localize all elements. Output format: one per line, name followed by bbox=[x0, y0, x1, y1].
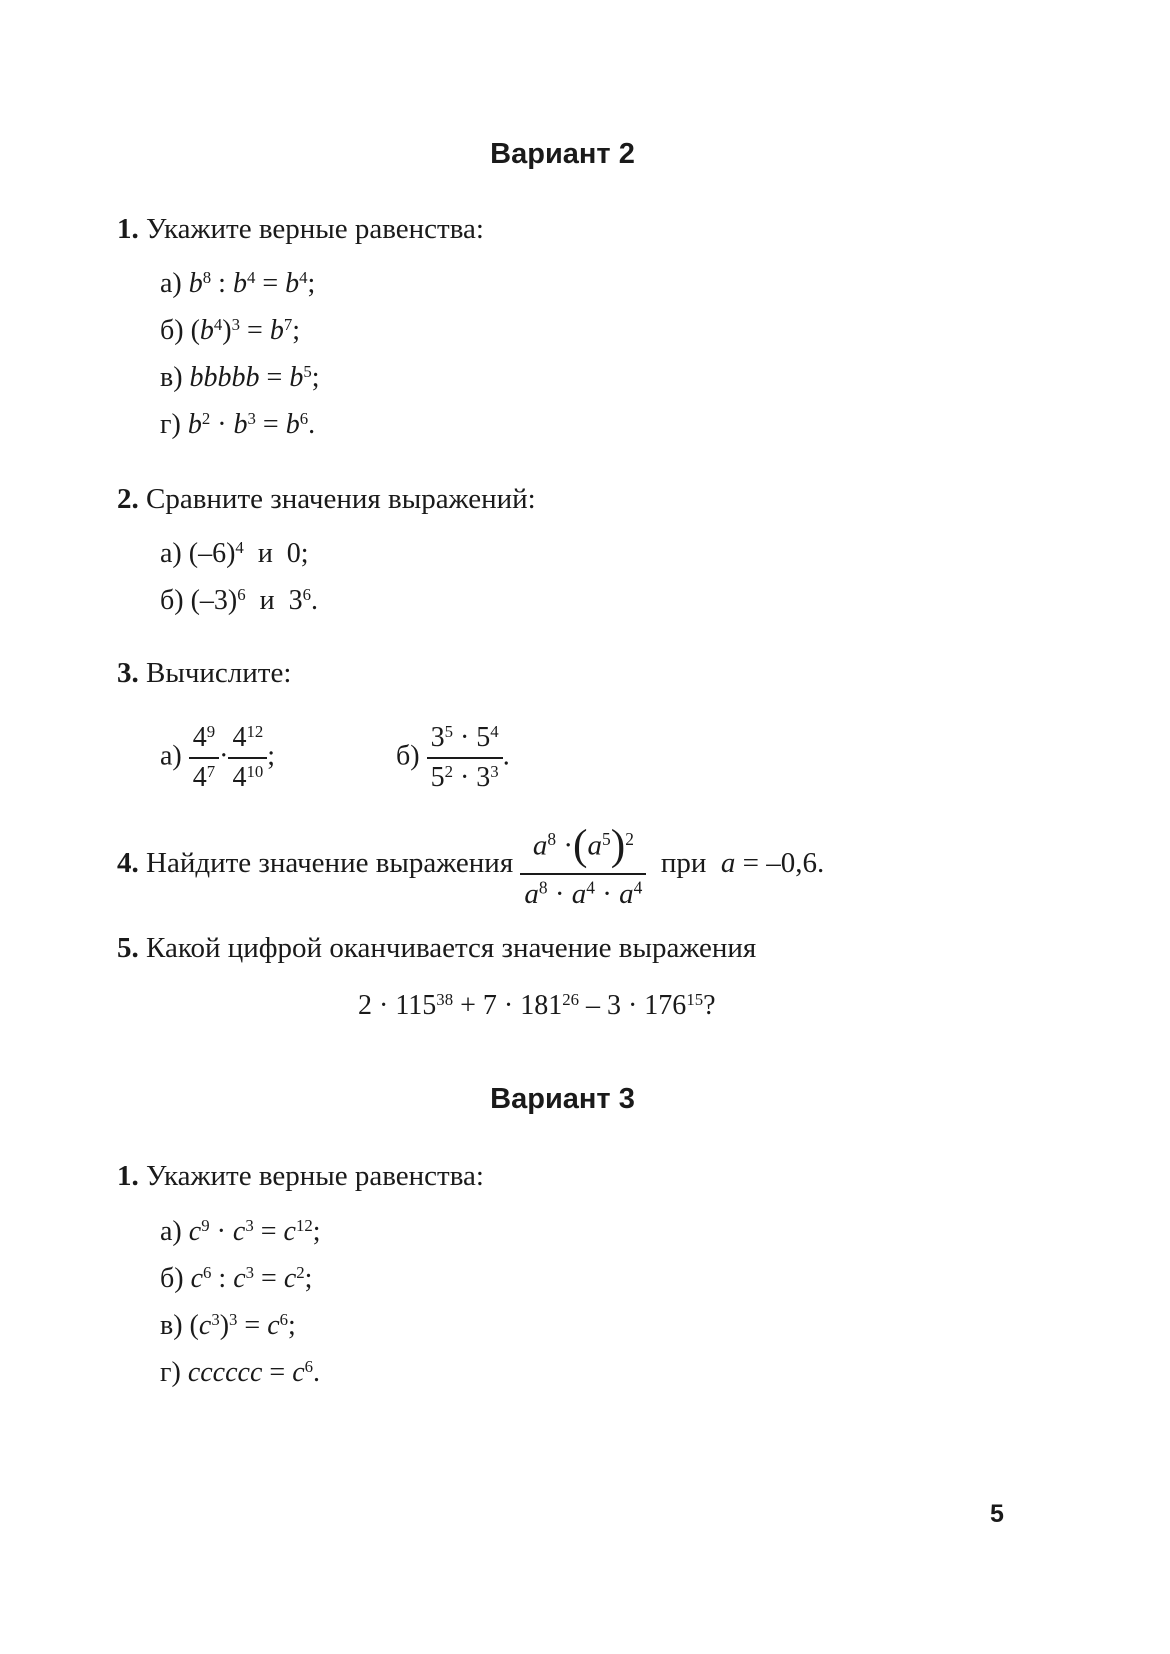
v2-q2-item-a: а) $(-6)^4$ и 0; bbox=[160, 537, 309, 569]
v2-question-5: 5. Какой цифрой оканчивается значение выражения bbox=[117, 932, 757, 964]
v2-question-1: 1. Укажите верные равенства: bbox=[117, 213, 484, 245]
v2-question-3: 3. Вычислите: bbox=[117, 657, 292, 689]
v2-q5-expression: $2 \cdot 115^{38} + 7 \cdot 181^{26} - 3 \cdot 176^{15}$? bbox=[358, 989, 716, 1021]
variant-2-title: Вариант 2 bbox=[490, 138, 635, 170]
variant-3-title: Вариант 3 bbox=[490, 1083, 635, 1115]
v3-q1-item-b: б) $c^6$ : $c^3 = c^2$; bbox=[160, 1262, 313, 1294]
v2-q1-item-b: б) $(b^4)^3 = b^7$; bbox=[160, 314, 300, 346]
v2-q1-item-d: г) $b^2 \cdot b^3 = b^6$. bbox=[160, 408, 316, 440]
v3-q1-item-d: г) cccccc = $c^6$. bbox=[160, 1356, 321, 1388]
v2-q1-item-c: в) bbbbb = $b^5$; bbox=[160, 361, 320, 393]
v2-q2-item-b: б) $(-3)^6$ и $3^6$. bbox=[160, 584, 318, 616]
v3-question-1: 1. Укажите верные равенства: bbox=[117, 1160, 484, 1192]
v2-q1-item-a: а) $b^8$ : $b^4 = b^4$; bbox=[160, 267, 316, 299]
v2-q3-item-b: б) $\frac{3^5 \cdot 5^4}{5^2 \cdot 3^3}$ . bbox=[396, 721, 510, 793]
v2-question-4: 4. Найдите значение выражения $\frac{a^8 \cdot(a^5)^2}{a^8 \cdot a^4 \cdot a^4}$ при a = –0,6. bbox=[117, 821, 825, 910]
v3-q1-item-a: а) $c^9 \cdot c^3 = c^{12}$; bbox=[160, 1215, 321, 1247]
v3-q1-item-c: в) $(c^3)^3 = c^6$; bbox=[160, 1309, 296, 1341]
v2-question-2: 2. Сравните значения выражений: bbox=[117, 483, 536, 515]
v2-q3-item-a: а) $\frac{4^9}{4^7}$ · $\frac{4^{12}}{4^{10}}$ ; bbox=[160, 721, 276, 793]
page-number: 5 bbox=[990, 1500, 1004, 1528]
